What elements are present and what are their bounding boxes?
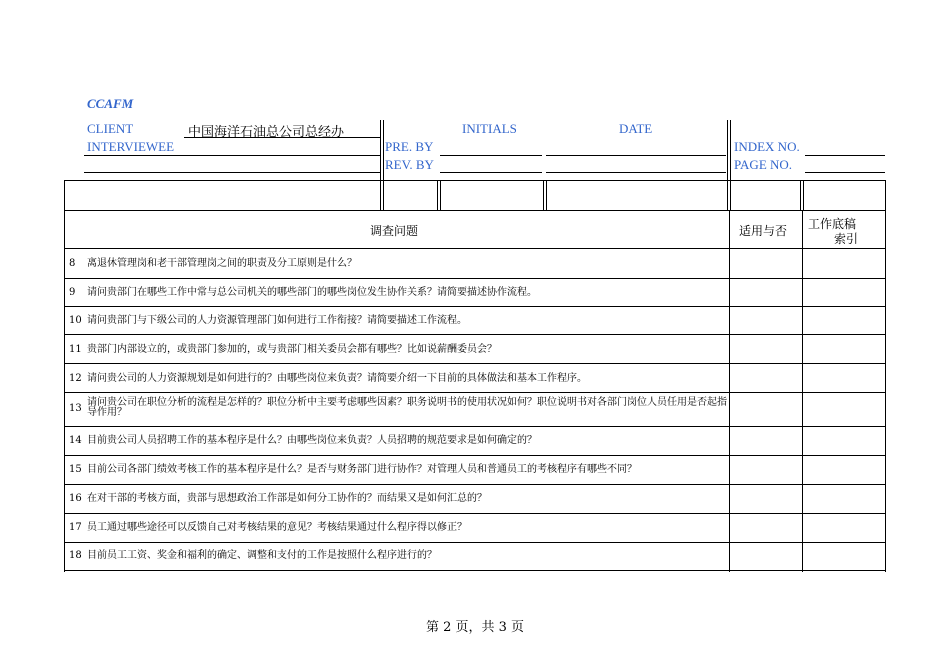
row-question: 请问贵部门与下级公司的人力资源管理部门如何进行工作衔接？请简要描述工作流程。 [87, 315, 467, 326]
col-question-header: 调查问题 [370, 224, 419, 238]
header-row-bottom [64, 248, 886, 249]
table-row [69, 373, 587, 384]
table-row [69, 522, 467, 533]
row-question: 目前公司各部门绩效考核工作的基本程序是什么？是否与财务部门进行协作？对管理人员和普通员工的考核程序有哪些不同？ [87, 464, 637, 475]
row-separator [64, 278, 886, 279]
rev-by-date-line [546, 172, 726, 173]
row-number: 12 [69, 373, 82, 384]
empty-row-divider-b [440, 180, 441, 211]
row-separator [64, 306, 886, 307]
col-ref-header-line2: 索引 [834, 232, 859, 246]
row-question: 请问贵部门在哪些工作中常与总公司机关的哪些部门的哪些岗位发生协作关系？请简要描述协作流程。 [87, 287, 537, 298]
table-row [69, 550, 437, 561]
row-separator [64, 363, 886, 364]
page-no-label: PAGE NO. [734, 157, 793, 172]
table-row [69, 287, 537, 298]
row-separator [64, 570, 886, 571]
table-row [69, 258, 357, 269]
interviewee-underline [84, 155, 380, 156]
empty-row-divider-f [803, 180, 804, 211]
client-underline [184, 137, 380, 138]
table-row [69, 435, 537, 446]
col-divider-applicable [729, 210, 730, 572]
row-question: 请问贵公司在职位分析的流程是怎样的？职位分析中主要考虑哪些因素？职务说明书的使用状况如何？职位说明书对各部门岗位人员任用是否起指导作用？ [87, 397, 727, 418]
row-separator [64, 484, 886, 485]
col-divider-ref [802, 210, 803, 572]
empty-row-divider-c [543, 180, 544, 211]
table-row [69, 398, 729, 418]
row-number: 16 [69, 493, 82, 504]
interviewee-label: INTERVIEWEE [87, 139, 175, 154]
empty-row-divider-d [546, 180, 547, 211]
row-number: 15 [69, 464, 82, 475]
row-number: 17 [69, 522, 82, 533]
empty-row-divider-a [437, 180, 438, 211]
table-top-border [64, 180, 886, 181]
row-number: 14 [69, 435, 82, 446]
col-applicable-header: 适用与否 [739, 224, 788, 238]
page-no-line [805, 172, 885, 173]
header-divider-2b [730, 120, 731, 211]
row-question: 请问贵公司的人力资源规划是如何进行的？由哪些岗位来负责？请简要介绍一下目前的具体做法和基本工作程序。 [87, 373, 587, 384]
row-number: 9 [69, 287, 76, 298]
row-question: 目前员工工资、奖金和福利的确定、调整和支付的工作是按照什么程序进行的？ [87, 550, 437, 561]
row-separator [64, 426, 886, 427]
rev-by-label: REV. BY [385, 157, 434, 172]
row-separator [64, 513, 886, 514]
header-divider-1b [383, 120, 384, 211]
row-number: 18 [69, 550, 82, 561]
row-separator [64, 455, 886, 456]
row-number: 13 [69, 403, 82, 414]
header-divider-2a [727, 120, 728, 211]
row-question: 贵部门内部设立的，或贵部门参加的，或与贵部门相关委员会都有哪些？比如说薪酬委员会？ [87, 344, 497, 355]
row-question: 离退休管理岗和老干部管理岗之间的职责及分工原则是什么？ [87, 258, 357, 269]
logo: CCAFM [87, 96, 134, 111]
client-value: 中国海洋石油总公司总经办 [188, 125, 345, 140]
row-question: 在对干部的考核方面，贵部与思想政治工作部是如何分工协作的？而结果又是如何汇总的？ [87, 493, 487, 504]
empty-row-bottom [64, 210, 886, 211]
rev-by-initials-line [440, 172, 542, 173]
row-question: 员工通过哪些途径可以反馈自己对考核结果的意见？考核结果通过什么程序得以修正？ [87, 522, 467, 533]
pre-by-label: PRE. BY [385, 139, 434, 154]
interviewee-underline-2 [84, 172, 380, 173]
table-row [69, 493, 487, 504]
table-row [69, 315, 467, 326]
date-label: DATE [619, 121, 653, 136]
row-separator [64, 392, 886, 393]
col-ref-header-line1: 工作底稿 [808, 217, 857, 231]
row-separator [64, 542, 886, 543]
row-number: 11 [69, 344, 82, 355]
pre-by-date-line [546, 155, 726, 156]
header-divider-1a [380, 120, 381, 211]
empty-row-divider-e [800, 180, 801, 211]
index-no-label: INDEX NO. [734, 139, 800, 154]
row-separator [64, 334, 886, 335]
row-number: 10 [69, 315, 82, 326]
client-label: CLIENT [87, 121, 134, 136]
row-question: 目前贵公司人员招聘工作的基本程序是什么？由哪些岗位来负责？人员招聘的规范要求是如何确定的？ [87, 435, 537, 446]
table-row [69, 344, 497, 355]
initials-label: INITIALS [462, 121, 517, 136]
page-footer: 第 2 页，共 3 页 [425, 620, 525, 635]
pre-by-initials-line [440, 155, 542, 156]
row-number: 8 [69, 258, 76, 269]
table-row [69, 464, 637, 475]
index-no-line [805, 155, 885, 156]
